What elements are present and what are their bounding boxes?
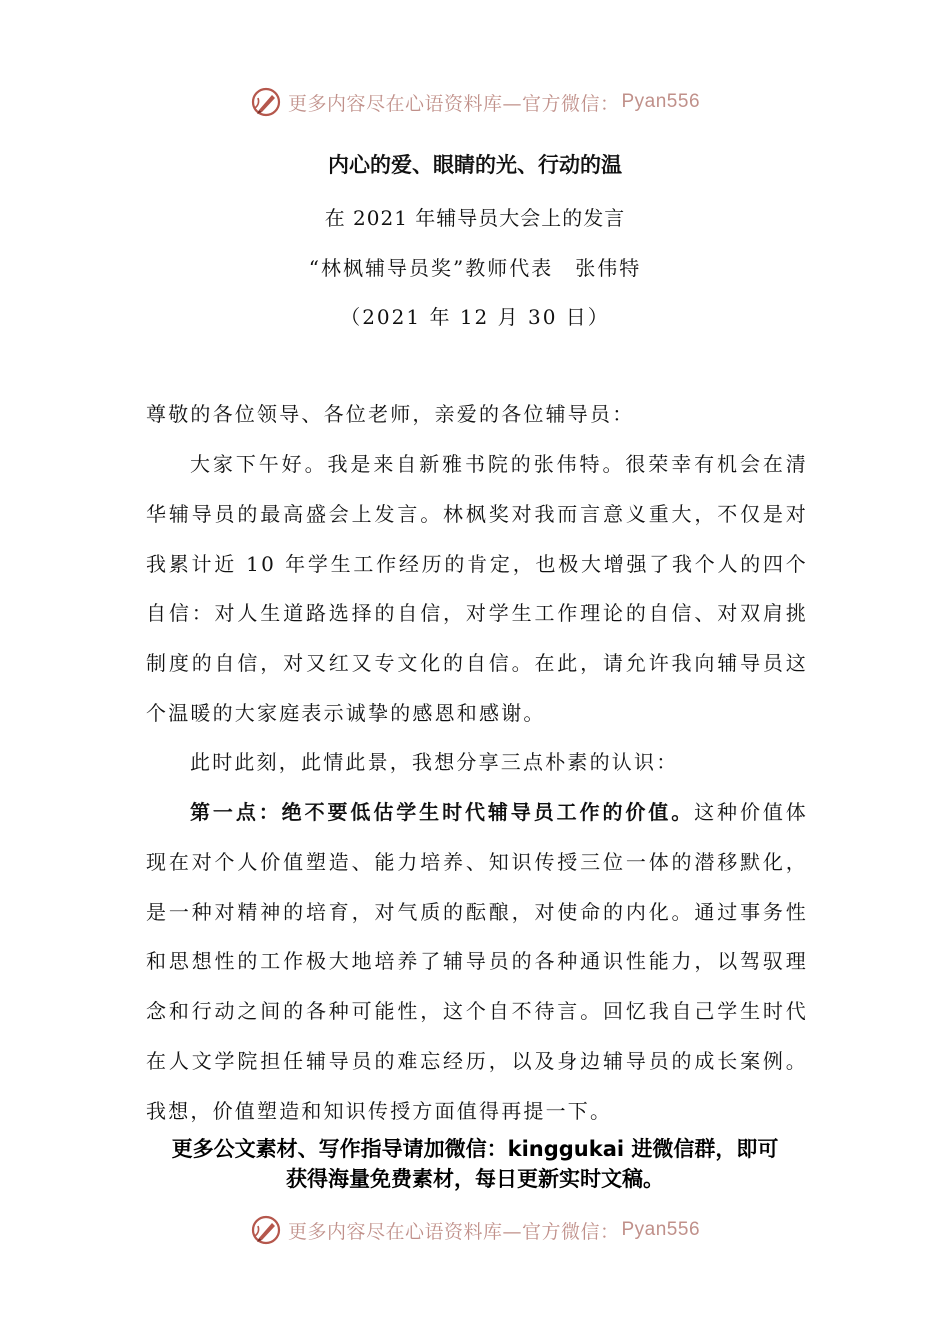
watermark-text: 更多内容尽在心语资料库—官方微信： — [287, 1220, 620, 1243]
pen-logo-icon — [250, 86, 282, 118]
pen-logo-icon — [250, 1214, 282, 1246]
watermark-footer — [0, 1214, 950, 1246]
date-line: （2021 年 12 月 30 日） — [340, 305, 610, 329]
promo-banner — [0, 1134, 950, 1194]
document-title: 内心的爱、眼睛的光、行动的温 — [328, 152, 622, 177]
paragraph-1: 大家下午好。我是来自新雅书院的张伟特。很荣幸有机会在清华辅导员的最高盛会上发言。林枫奖对我而言意义重大，不仅是对我累计近 10 年学生工作经历的肯定，也极大增强了我个人的四个自信：对人生道路选择的自信，对学生工作理论的自信、对双肩挑制度的自信，对又红又专文化的自信。在此，请允许我向辅导员这个温暖的大家庭表示诚挚的感恩和感谢。 — [146, 452, 808, 725]
watermark-text: 更多内容尽在心语资料库—官方微信： — [287, 92, 620, 115]
watermark-header — [0, 86, 950, 118]
greeting: 尊敬的各位领导、各位老师，亲爱的各位辅导员： — [146, 402, 635, 426]
watermark-wechat: Pyan556 — [621, 1219, 701, 1240]
speaker-line: “林枫辅导员奖”教师代表 张伟特 — [308, 256, 642, 280]
watermark-wechat: Pyan556 — [621, 91, 701, 112]
promo-line-1: 更多公文素材、写作指导请加微信：kinggukai 进微信群，即可 — [171, 1137, 779, 1161]
paragraph-3-lead: 第一点：绝不要低估学生时代辅导员工作的价值。 — [190, 800, 695, 824]
paragraph-3-rest: 这种价值体现在对个人价值塑造、能力培养、知识传授三位一体的潜移默化，是一种对精神的培育，对气质的酝酿，对使命的内化。通过事务性和思想性的工作极大地培养了辅导员的各种通识性能力，以驾驭理念和行动之间的各种可能性，这个自不待言。回忆我自己学生时代在人文学院担任辅导员的难忘经历，以及身边辅导员的成长案例。我想，价值塑造和知识传授方面值得再提一下。 — [146, 800, 809, 1123]
paragraph-3 — [146, 788, 808, 1137]
document-subtitle: 在 2021 年辅导员大会上的发言 — [324, 206, 626, 230]
paragraph-2: 此时此刻，此情此景，我想分享三点朴素的认识： — [190, 750, 679, 774]
promo-line-2: 获得海量免费素材，每日更新实时文稿。 — [286, 1167, 664, 1191]
